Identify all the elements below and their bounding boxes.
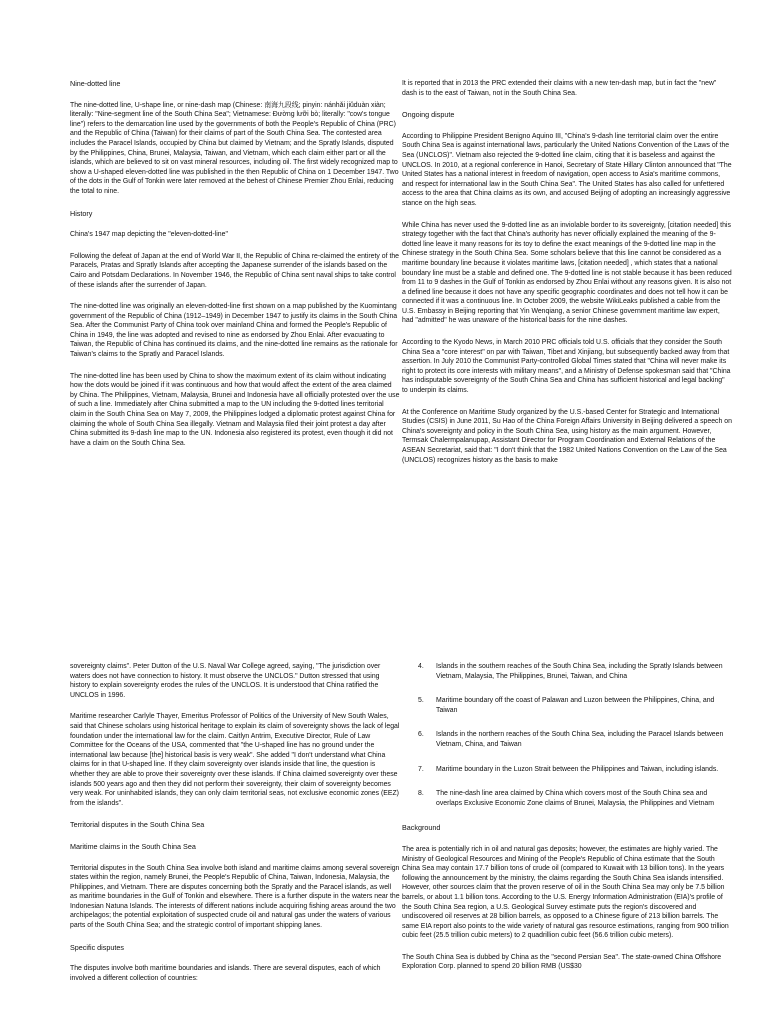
page-2-left-column bbox=[70, 662, 400, 995]
list-item bbox=[402, 696, 732, 715]
paragraph: The South China Sea is dubbed by China as the "second Persian Sea". The state-owned China Offshore Exploration Corp. planned to spend 20 billion RMB (US$30 bbox=[402, 953, 722, 971]
list-number: 6. bbox=[418, 731, 424, 739]
section-heading-maritime-claims: Maritime claims in the South China Sea bbox=[70, 841, 196, 851]
paragraph: Territorial disputes in the South China Sea involve both island and maritime claims among several sovereign states within the region, namely Brunei, the People's Republic of China, Taiwan, Indonesia, Malaysia, the Philippines, and Vietnam. There are disputes concerning both the Spratly and the Paracel islands, as well as maritime boundaries in the Gulf of Tonkin and elsewhere. There is a further dispute in the waters near the Indonesian Natuna Islands. The interests of different nations include acquiring fishing areas around the two archipelagos; the potential exploitation of suspected crude oil and natural gas under the waters of various parts of the South China Sea; and the strategic control of important shipping lanes. bbox=[70, 864, 400, 930]
paragraph: While China has never used the 9-dotted line as an inviolable border to its sovereignty, [citation needed] this strategy together with the fact that China's authority has never officially explained the meaning of the 9-dotted line leave it many reasons for its toy to define the exact meanings of the 9-dotted line map in the Chinese strategy in the South China Sea. Some scholars believe that this line cannot be considered as a maritime boundary line because it violates maritime laws, [citation needed] , which states that a national boundary line must be a stable and defined one. The 9-dotted line is not stable because it has been reduced from 11 to 9 dashes in the Gulf of Tonkin as endorsed by Zhou Enlai without any reasons given. It is also not a defined line because it does not have any specific geographic coordinates and does not tell how it can be connected if it was a continuous line. In October 2009, the website WikiLeaks published a cable from the U.S. Embassy in Beijing reporting that Yin Wenqiang, a senior Chinese government maritime law expert, had "admitted" he was unaware of the historical basis for the nine dashes. bbox=[402, 221, 732, 325]
list-text: Maritime boundary off the coast of Palawan and Luzon between the Philippines, China, and Taiwan bbox=[436, 697, 715, 714]
list-number: 7. bbox=[418, 765, 424, 773]
page-1-right-column bbox=[402, 79, 732, 477]
paragraph: The nine-dotted line was originally an eleven-dotted-line first shown on a map published by the Kuomintang government of the Republic of China (1912–1949) in December 1947 to justify its claims in the South China Sea. After the Communist Party of China took over mainland China and formed the People's Republic of China in 1949, the line was adopted and revised to nine as endorsed by Zhou Enlai. After evacuating to Taiwan, the Republic of China has continued its claims, and the nine-dotted line remains as the rationale for Taiwan's claims to the Spratly and Paracel Islands. bbox=[70, 303, 398, 359]
section-heading-territorial-disputes: Territorial disputes in the South China Sea bbox=[70, 820, 205, 830]
list-item bbox=[402, 662, 732, 681]
paragraph: The area is potentially rich in oil and natural gas deposits; however, the estimates are highly varied. The Ministry of Geological Resources and Mining of the People's Republic of China estimate that the South China Sea may contain 17.7 billion tons of crude oil (compared to Kuwait with 13 billion tons). In the years following the announcement by the ministry, the claims regarding the South China Sea islands intensified. However, other sources claim that the proven reserve of oil in the South China Sea may only be 7.5 billion barrels, or about 1.1 billion tons. According to the U.S. Energy Information Administration (EIA)'s profile of the South China Sea region, a U.S. Geological Survey estimate puts the region's discovered and undiscovered oil reserves at 28 billion barrels, as opposed to a Chinese figure of 213 billion barrels. The same EIA report also points to the wide variety of natural gas resource estimations, ranging from 900 trillion cubic feet (25.5 trillion cubic meters) to 2 quadrillion cubic feet (56.6 trillion cubic meters). bbox=[402, 845, 729, 940]
section-heading-ongoing-dispute: Ongoing dispute bbox=[402, 110, 455, 120]
paragraph: It is reported that in 2013 the PRC extended their claims with a new ten-dash map, but in fact the "new" dash is to the east of Taiwan, not in the South China Sea. bbox=[402, 80, 717, 97]
paragraph: Maritime researcher Carlyle Thayer, Emeritus Professor of Politics of the University of New South Wales, said that Chinese scholars using historical heritage to explain its claim of sovereignty shows the lack of legal foundation under the international law for the claim. Caitlyn Antrim, Executive Director, Rule of Law Committee for the Oceans of the USA, commented that "the U-shaped line has no ground under the international law because [the] historical basis is very weak". She added "I don't understand what China claims for in that U-shaped line. If they claim sovereignty over islands inside that line, the question is whether they are able to prove their sovereignty over these islands. If China claimed sovereignty over these islands 500 years ago and then they did not perform their sovereignty, their claim of sovereignty becomes very weak. For uninhabited islands, they can only claim territorial seas, not exclusive economic zones (EEZ) from the islands". bbox=[70, 713, 400, 807]
paragraph: According to the Kyodo News, in March 2010 PRC officials told U.S. officials that they consider the South China Sea a "core interest" on par with Taiwan, Tibet and Xinjiang, but subsequently backed away from that assertion. In July 2010 the Communist Party-controlled Global Times stated that "China will never make its right to protect its core interests with military means", and a Ministry of Defense spokesman said that "China has indisputable sovereignty of the South China Sea and China has sufficient historical and legal backing" to underpin its claims. bbox=[402, 339, 731, 395]
paragraph: At the Conference on Maritime Study organized by the U.S.-based Center for Strategic and International Studies (CSIS) in June 2011, Su Hao of the China Foreign Affairs University in Beijing delivered a speech on China's sovereignty and policy in the South China Sea, using history as the main argument. However, Termsak Chalermpalanupap, Assistant Director for Program Coordination and External Relations of the ASEAN Secretariat, said that: "I don't think that the 1982 United Nations Convention on the Law of the Sea (UNCLOS) recognizes history as the basis to make bbox=[402, 408, 732, 464]
list-item bbox=[402, 789, 732, 808]
paragraph: The nine-dotted line has been used by China to show the maximum extent of its claim without indicating how the dots would be joined if it was continuous and how that would affect the extent of the area claimed by China. The Philippines, Vietnam, Malaysia, Brunei and Indonesia have all officially protested over the use of such a line. Immediately after China submitted a map to the UN including the 9-dotted lines territorial claim in the South China Sea on May 7, 2009, the Philippines lodged a diplomatic protest against China for claiming the whole of South China Sea illegally. Vietnam and Malaysia filed their joint protest a day after China submitted its 9-dash line map to the UN. Indonesia also registered its protest, even though it did not have a claim on the South China Sea. bbox=[70, 372, 400, 447]
page-1-left-column bbox=[70, 79, 400, 460]
section-heading-nine-dotted-line: Nine-dotted line bbox=[70, 79, 121, 88]
page-gap bbox=[0, 640, 768, 652]
page-2-right-column bbox=[402, 662, 732, 984]
list-text: The nine-dash line area claimed by China which covers most of the South China sea and overlaps Exclusive Economic Zone claims of Brunei, Malaysia, the Philippines and Vietnam bbox=[436, 790, 714, 807]
list-number: 8. bbox=[418, 790, 424, 798]
list-text: Maritime boundary in the Luzon Strait between the Philippines and Taiwan, including islands. bbox=[436, 765, 719, 773]
paragraph: Following the defeat of Japan at the end of World War II, the Republic of China re-claimed the entirety of the Paracels, Pratas and Spratly Islands after accepting the Japanese surrender of the islands based on the Cairo and Potsdam Declarations. In November 1946, the Republic of China sent naval ships to take control of these islands after the surrender of Japan. bbox=[70, 252, 400, 289]
paragraph: The nine-dotted line, U-shape line, or nine-dash map (Chinese: 南海九段线; pinyin: nánhǎi jiǔduàn xiàn; literally: "Nine-segment line of the South China Sea"; Vietnamese: Đường lưỡi bò; literally: "cow's tongue line") refers to the demarcation line used by the governments of both the People's Republic of China (PRC) and the Republic of China (Taiwan) for their claims of part of the South China Sea. The contested area includes the Paracel Islands, occupied by China but claimed by Vietnam; and the Spratly Islands, disputed by the Philippines, China, Brunei, Malaysia, Taiwan, and Vietnam, which each claim either part or all the islands, which are believed to sit on vast mineral resources, including oil. The first widely recognized map to show a U-shaped eleven-dotted line was published in the then Republic of China on 1 December 1947. Two of the dots in the Gulf of Tonkin were later removed at the behest of Chinese Premier Zhou Enlai, reducing the total to nine. bbox=[70, 101, 399, 195]
figure-caption: China's 1947 map depicting the "eleven-dotted-line" bbox=[70, 231, 228, 239]
paragraph: According to Philippine President Benigno Aquino III, "China's 9-dash line territorial claim over the entire South China Sea is against international laws, particularly the United Nations Convention of the Laws of the Sea (UNCLOS)". Vietnam also rejected the 9-dotted line claim, citing that it is baseless and against the UNCLOS. In 2010, at a regional conference in Hanoi, Secretary of State Hillary Clinton announced that "The United States has a national interest in freedom of navigation, open access to Asia's maritime commons, and respect for international law in the South China Sea". The United States has also called for unfettered access to the area that China claims as its own, and accused Beijing of adopting an increasingly aggressive stance on the high seas. bbox=[402, 132, 732, 207]
dispute-list bbox=[402, 662, 732, 808]
list-text: Islands in the southern reaches of the South China Sea, including the Spratly Islands between Vietnam, Malaysia, The Philippines, Brunei, Taiwan, and China bbox=[436, 663, 723, 680]
list-item bbox=[402, 730, 732, 749]
section-heading-background: Background bbox=[402, 823, 441, 833]
list-text: Islands in the northern reaches of the South China Sea, including the Paracel Islands between Vietnam, China, and Taiwan bbox=[436, 731, 724, 748]
paragraph: The disputes involve both maritime boundaries and islands. There are several disputes, each of which involved a different collection of countries: bbox=[70, 965, 381, 982]
section-heading-history: History bbox=[70, 208, 93, 218]
document-page-2 bbox=[0, 652, 768, 1024]
section-heading-specific-disputes: Specific disputes bbox=[70, 942, 124, 952]
list-number: 4. bbox=[418, 663, 424, 670]
list-item bbox=[402, 765, 732, 775]
paragraph: sovereignty claims". Peter Dutton of the U.S. Naval War College agreed, saying, "The jurisdiction over waters does not have connection to history. It must observe the UNCLOS." Dutton stressed that using history to explain sovereignty erodes the rules of the UNCLOS. It is understood that China ratified the UNCLOS in 1996. bbox=[70, 663, 381, 699]
list-number: 5. bbox=[418, 697, 424, 705]
